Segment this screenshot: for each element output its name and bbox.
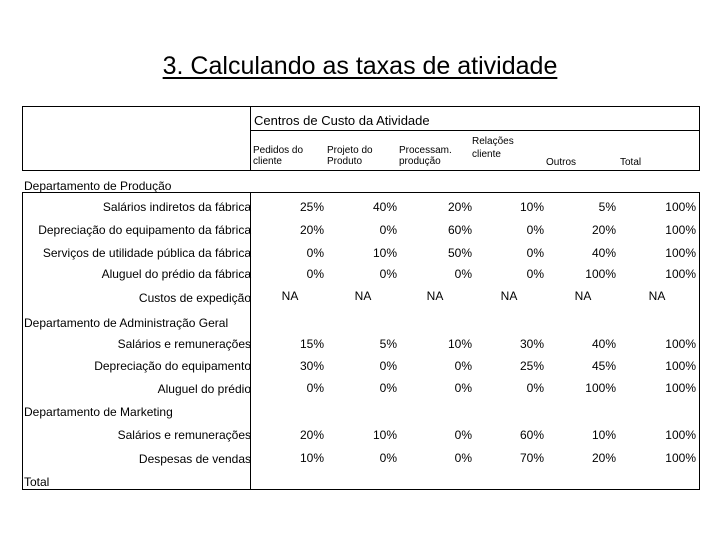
cell-value: 0%: [306, 246, 324, 260]
row-label: Depreciação do equipamento: [94, 359, 251, 373]
column-header-projeto: Projeto do Produto: [327, 145, 373, 167]
row-label: Salários e remunerações: [117, 337, 251, 351]
cell-value: 0%: [454, 381, 472, 395]
cell-value: 10%: [299, 451, 324, 465]
header-group-underline: [250, 130, 700, 131]
column-header-relacoes: Relações cliente: [472, 136, 514, 160]
cell-value: 100%: [665, 337, 696, 351]
header-group-title: Centros de Custo da Atividade: [254, 113, 430, 128]
row-label: Despesas de vendas: [138, 452, 251, 466]
cell-value: 25%: [519, 359, 544, 373]
cell-value: 20%: [591, 223, 616, 237]
cell-value: 70%: [519, 451, 544, 465]
cell-value: 0%: [306, 267, 324, 281]
cell-value: 10%: [372, 428, 397, 442]
column-header-pedidos: Pedidos do cliente: [253, 145, 304, 167]
cell-value: 100%: [665, 451, 696, 465]
cell-value: 20%: [591, 451, 616, 465]
cell-value: 45%: [591, 359, 616, 373]
cell-value: 20%: [299, 428, 324, 442]
cell-value: 0%: [454, 451, 472, 465]
cell-value: 0%: [526, 246, 544, 260]
cell-value: 100%: [665, 381, 696, 395]
cell-value: 0%: [379, 267, 397, 281]
cell-value: NA: [648, 289, 666, 303]
cell-value: 0%: [379, 223, 397, 237]
cell-value: 60%: [519, 428, 544, 442]
department-title-administracao: Departamento de Administração Geral: [24, 316, 229, 330]
column-header-processamento: Processam. produção: [399, 145, 452, 167]
cell-value: 40%: [372, 200, 397, 214]
cell-value: 100%: [665, 267, 696, 281]
cell-value: 15%: [299, 337, 324, 351]
cell-value: 40%: [591, 337, 616, 351]
cell-value: 0%: [526, 267, 544, 281]
cell-value: 10%: [447, 337, 472, 351]
cell-value: 40%: [591, 246, 616, 260]
cell-value: 5%: [379, 337, 397, 351]
row-label: Aluguel do prédio da fábrica: [101, 267, 251, 281]
cell-value: 100%: [585, 267, 616, 281]
cell-value: 100%: [665, 246, 696, 260]
header-group-divider: [250, 106, 251, 171]
cell-value: 100%: [665, 223, 696, 237]
row-label: Depreciação do equipamento da fábrica: [38, 223, 251, 237]
cell-value: 0%: [454, 359, 472, 373]
row-label: Aluguel do prédio: [157, 382, 251, 396]
cell-value: 20%: [447, 200, 472, 214]
cell-value: 10%: [372, 246, 397, 260]
cell-value: 0%: [306, 381, 324, 395]
row-label: Serviços de utilidade pública da fábrica: [42, 246, 251, 260]
cell-value: 25%: [299, 200, 324, 214]
cell-value: 0%: [454, 428, 472, 442]
row-label: Salários e remunerações: [117, 428, 251, 442]
cell-value: 0%: [454, 267, 472, 281]
cell-value: 0%: [379, 359, 397, 373]
cell-value: 0%: [526, 223, 544, 237]
cell-value: 10%: [519, 200, 544, 214]
cell-value: 60%: [447, 223, 472, 237]
total-label: Total: [24, 475, 50, 489]
row-label: Custos de expedição: [138, 291, 251, 305]
cell-value: 100%: [665, 359, 696, 373]
cell-value: 0%: [379, 381, 397, 395]
cell-value: NA: [500, 289, 518, 303]
cell-value: 100%: [585, 381, 616, 395]
cell-value: 50%: [447, 246, 472, 260]
cell-value: 10%: [591, 428, 616, 442]
row-label: Salários indiretos da fábrica: [102, 200, 251, 214]
cell-value: 100%: [665, 200, 696, 214]
slide-title: 3. Calculando as taxas de atividade: [162, 52, 558, 80]
cell-value: 0%: [526, 381, 544, 395]
cell-value: NA: [354, 289, 372, 303]
department-title-marketing: Departamento de Marketing: [24, 405, 173, 419]
cell-value: 30%: [299, 359, 324, 373]
cell-value: NA: [574, 289, 592, 303]
cell-value: 30%: [519, 337, 544, 351]
column-header-total: Total: [620, 157, 642, 168]
cell-value: 20%: [299, 223, 324, 237]
cell-value: 100%: [665, 428, 696, 442]
cell-value: 5%: [598, 200, 616, 214]
cell-value: NA: [281, 289, 299, 303]
department-title-producao: Departamento de Produção: [24, 179, 172, 193]
cell-value: 0%: [379, 451, 397, 465]
column-header-outros: Outros: [546, 157, 577, 168]
cell-value: NA: [426, 289, 444, 303]
